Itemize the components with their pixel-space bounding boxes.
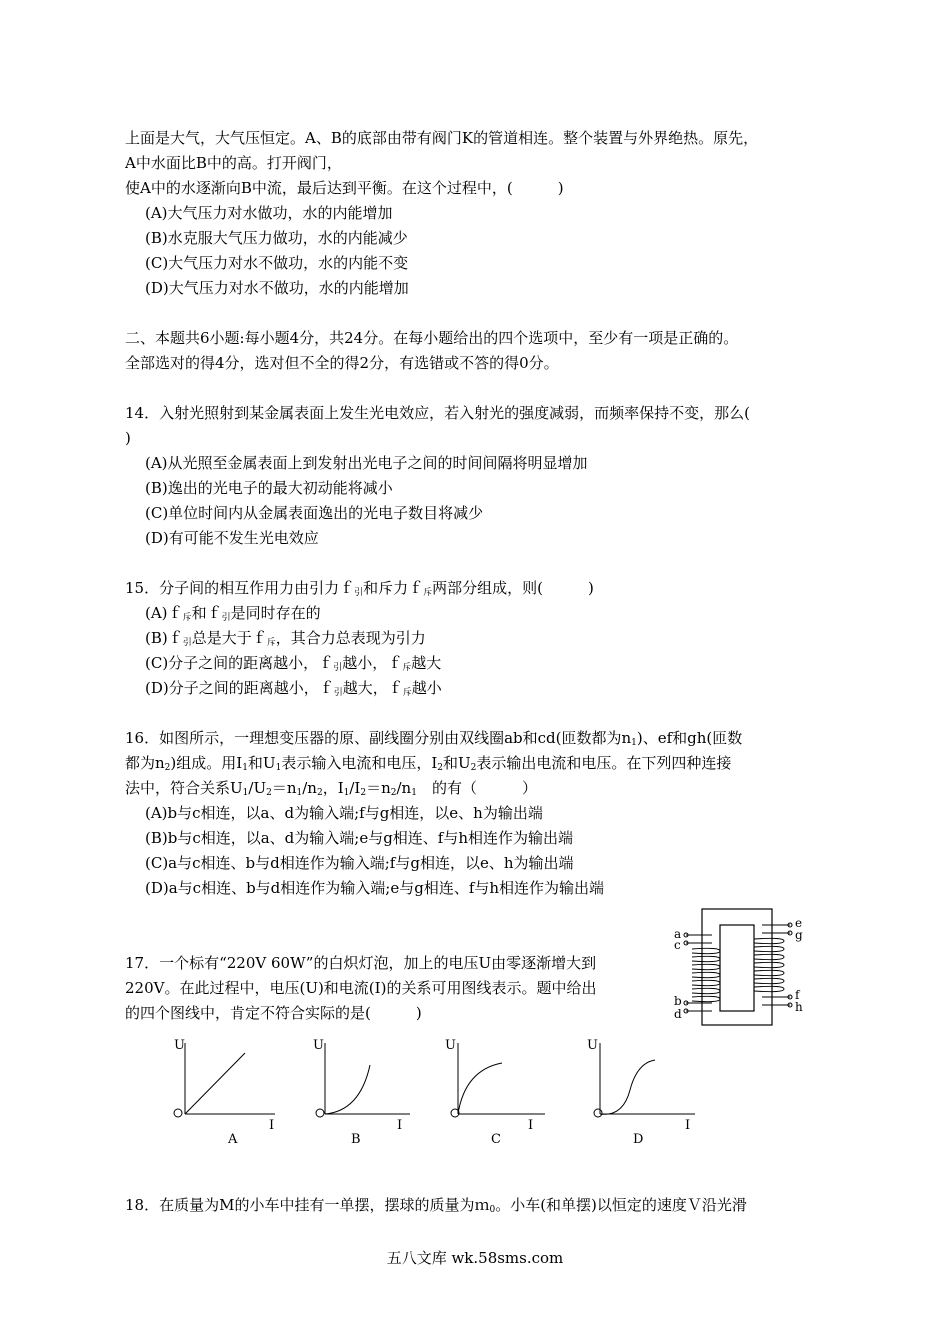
q15-a-text-2: 和ｆ: [191, 604, 222, 622]
q16-l2-t5: 和U: [442, 754, 471, 772]
label-c: c: [674, 938, 681, 952]
q15-c-sub-2: 斥: [402, 663, 412, 673]
q15-c-text-1: (C)分子之间的距离越小，ｆ: [145, 654, 334, 672]
q15-a-text-1: (A)ｆ: [145, 604, 183, 622]
q16-l1-text-1: 16．如图所示，一理想变压器的原、副线圈分别由双线圈ab和cd(匝数都为n: [125, 729, 632, 747]
q15-c-sub-1: 引: [333, 663, 343, 673]
q15-option-c: [145, 653, 441, 678]
q16-l1-text-2: )、ef和gh(匝数: [636, 729, 743, 747]
q15-b-text-3: ，其合力总表现为引力: [275, 629, 426, 647]
graph-b-caption: B: [351, 1132, 361, 1147]
q15-sub-yin: 引: [354, 588, 364, 598]
intro-option-b: (B)水克服大气压力做功，水的内能减少: [145, 229, 408, 247]
intro-option-a: (A)大气压力对水做功，水的内能增加: [145, 204, 393, 222]
q15-option-b: [145, 628, 426, 653]
graph-b-curve: [325, 1065, 370, 1114]
q14-line-2: ): [125, 429, 131, 447]
q16-l2-t1: 都为n: [125, 754, 165, 772]
graph-d: [587, 1038, 695, 1147]
graph-b-i-label: I: [397, 1118, 403, 1133]
q16-l3-s3: 1: [296, 788, 303, 798]
q16-l3-s6: 2: [360, 788, 367, 798]
q18-text-2: 。小车(和单摆)以恒定的速度Ｖ沿光滑: [495, 1196, 747, 1214]
q16-l3-s8: 1: [411, 788, 417, 798]
q16-l2-t6: 表示输出电流和电压。在下列四种连接: [476, 754, 732, 772]
q18-line-1: [125, 1195, 747, 1220]
label-b: b: [674, 994, 682, 1008]
q14-option-b: (B)逸出的光电子的最大初动能将减小: [145, 479, 393, 497]
graph-a-i-label: I: [269, 1118, 275, 1133]
q15-a-text-3: 是同时存在的: [230, 604, 321, 622]
q16-line-3: [125, 778, 537, 803]
q14-option-c: (C)单位时间内从金属表面逸出的光电子数目将减少: [145, 504, 484, 522]
q17-line-3: 的四个图线中，肯定不符合实际的是( ): [125, 1004, 422, 1022]
q16-l2-s2: 1: [242, 763, 248, 773]
q15-stem-text-3: 两部分组成，则( ): [432, 579, 594, 597]
q15-b-text-2: 总是大于ｆ: [191, 629, 267, 647]
graph-c: [445, 1038, 545, 1147]
graph-c-i-label: I: [528, 1118, 534, 1133]
q15-stem: [125, 578, 594, 603]
q16-l2-s1: 2: [164, 763, 171, 773]
graph-b-u-label: U: [313, 1038, 324, 1053]
q18-sub: 0: [489, 1205, 496, 1215]
q17-line-2: 220V。在此过程中，电压(U)和电流(I)的关系可用图线表示。题中给出: [125, 979, 597, 997]
q16-option-c: (C)a与c相连、b与d相连作为输入端;f与g相连，以e、h为输出端: [145, 854, 574, 872]
q15-d-text-2: 越大，ｆ: [342, 679, 403, 697]
graph-b: [313, 1038, 410, 1147]
core-window: [720, 925, 754, 1011]
q16-l3-t5: ，I: [322, 779, 344, 797]
intro-line-3: 使A中的水逐渐向B中流，最后达到平衡。在这个过程中，( ): [125, 179, 564, 197]
q15-sub-chi: 斥: [423, 588, 433, 598]
q16-l3-t3: ＝n: [271, 779, 297, 797]
q16-l3-t6: /I: [349, 779, 361, 797]
q16-l3-s7: 2: [390, 788, 397, 798]
q16-l1-sub: 1: [631, 738, 637, 748]
q15-stem-text-1: 15．分子间的相互作用力由引力ｆ: [125, 579, 355, 597]
q17-line-1: 17．一个标有“220V 60W”的白炽灯泡，加上的电压U由零逐渐增大到: [125, 954, 597, 972]
q14-option-a: (A)从光照至金属表面上到发射出光电子之间的时间间隔将明显增加: [145, 454, 588, 472]
q16-option-b: (B)b与c相连，以a、d为输入端;e与g相连、f与h相连作为输出端: [145, 829, 574, 847]
q16-l2-s5: 2: [470, 763, 477, 773]
q16-l2-t4: 表示输入电流和电压，I: [281, 754, 438, 772]
label-d: d: [674, 1007, 682, 1021]
q16-l3-t2: /U: [248, 779, 267, 797]
graph-d-u-label: U: [587, 1038, 598, 1053]
q16-l3-s4: 2: [316, 788, 323, 798]
graph-a-u-label: U: [174, 1038, 185, 1053]
intro-line-1: 上面是大气，大气压恒定。A、B的底部由带有阀门K的管道相连。整个装置与外界绝热。原先，: [125, 129, 759, 147]
label-a: a: [674, 927, 682, 941]
q15-b-sub-2: 斥: [266, 638, 276, 648]
q16-l3-t9: 的有（ ）: [416, 779, 537, 797]
section2-line-2: 全部选对的得4分，选对但不全的得2分，有选错或不答的得0分。: [125, 354, 559, 372]
section2-line-1: 二、本题共6小题:每小题4分，共24分。在每小题给出的四个选项中，至少有一项是正确的。: [125, 329, 739, 347]
footer-watermark: 五八文库 wk.58sms.com: [386, 1249, 564, 1267]
graph-c-caption: C: [491, 1132, 501, 1147]
graph-a: [174, 1038, 275, 1147]
q14-line-1: 14．入射光照射到某金属表面上发生光电效应，若入射光的强度减弱，而频率保持不变，那么(: [125, 404, 750, 422]
label-f: f: [795, 988, 800, 1002]
graph-a-curve: [185, 1053, 245, 1114]
q18-text-1: 18．在质量为M的小车中挂有一单摆，摆球的质量为ｍ: [125, 1196, 490, 1214]
q16-l3-t8: /n: [396, 779, 412, 797]
q16-l3-t7: ＝n: [366, 779, 391, 797]
ui-graphs: [165, 1035, 725, 1150]
q15-d-sub-1: 引: [333, 688, 343, 698]
q15-b-sub-1: 引: [182, 638, 192, 648]
q15-c-text-3: 越大: [411, 654, 442, 672]
intro-option-c: (C)大气压力对水不做功，水的内能不变: [145, 254, 409, 272]
primary-coils: [686, 935, 720, 1011]
q16-l2-t2: )组成。用I: [170, 754, 243, 772]
q16-l3-t4: /n: [302, 779, 317, 797]
q15-b-text-1: (B)ｆ: [145, 629, 183, 647]
label-h: h: [795, 1000, 803, 1014]
q16-option-d: (D)a与c相连、b与d相连作为输入端;e与g相连、f与h相连作为输出端: [145, 879, 605, 897]
graph-c-u-label: U: [445, 1038, 456, 1053]
q16-line-2: [125, 753, 731, 778]
q16-line-1: [125, 728, 742, 753]
q15-d-text-1: (D)分子之间的距离越小，ｆ: [145, 679, 334, 697]
q16-l3-s2: 2: [266, 788, 272, 798]
q15-c-text-2: 越小，ｆ: [342, 654, 403, 672]
q16-l3-t1: 法中，符合关系U: [125, 779, 243, 797]
intro-option-d: (D)大气压力对水不做功，水的内能增加: [145, 279, 409, 297]
q16-l2-s4: 2: [437, 763, 443, 773]
graph-d-i-label: I: [685, 1118, 691, 1133]
q16-option-a: (A)b与c相连，以a、d为输入端;f与g相连，以e、h为输出端: [145, 804, 543, 822]
graph-d-curve: [600, 1060, 655, 1114]
q15-stem-text-2: 和斥力ｆ: [363, 579, 424, 597]
graph-a-origin: [174, 1109, 182, 1117]
label-e: e: [795, 916, 803, 930]
q15-a-sub-2: 引: [221, 613, 231, 623]
graph-c-curve: [458, 1063, 502, 1114]
q15-d-text-3: 越小: [411, 679, 442, 697]
graph-d-caption: D: [633, 1132, 644, 1147]
q15-option-d: [145, 678, 442, 703]
graph-a-caption: A: [228, 1132, 238, 1147]
graph-b-origin: [316, 1109, 324, 1117]
q15-a-sub-1: 斥: [182, 613, 192, 623]
q16-l2-t3: 和U: [247, 754, 276, 772]
q16-l3-s5: 1: [343, 788, 350, 798]
intro-line-2: A中水面比B中的高。打开阀门，: [125, 154, 342, 172]
q16-l2-s3: 1: [275, 763, 282, 773]
q16-l3-s1: 1: [242, 788, 249, 798]
graph-d-origin: [594, 1109, 602, 1117]
q15-option-a: [145, 603, 321, 628]
transformer-diagram: [672, 905, 822, 1030]
q15-d-sub-2: 斥: [402, 688, 412, 698]
q14-option-d: (D)有可能不发生光电效应: [145, 529, 319, 547]
label-g: g: [795, 928, 803, 942]
